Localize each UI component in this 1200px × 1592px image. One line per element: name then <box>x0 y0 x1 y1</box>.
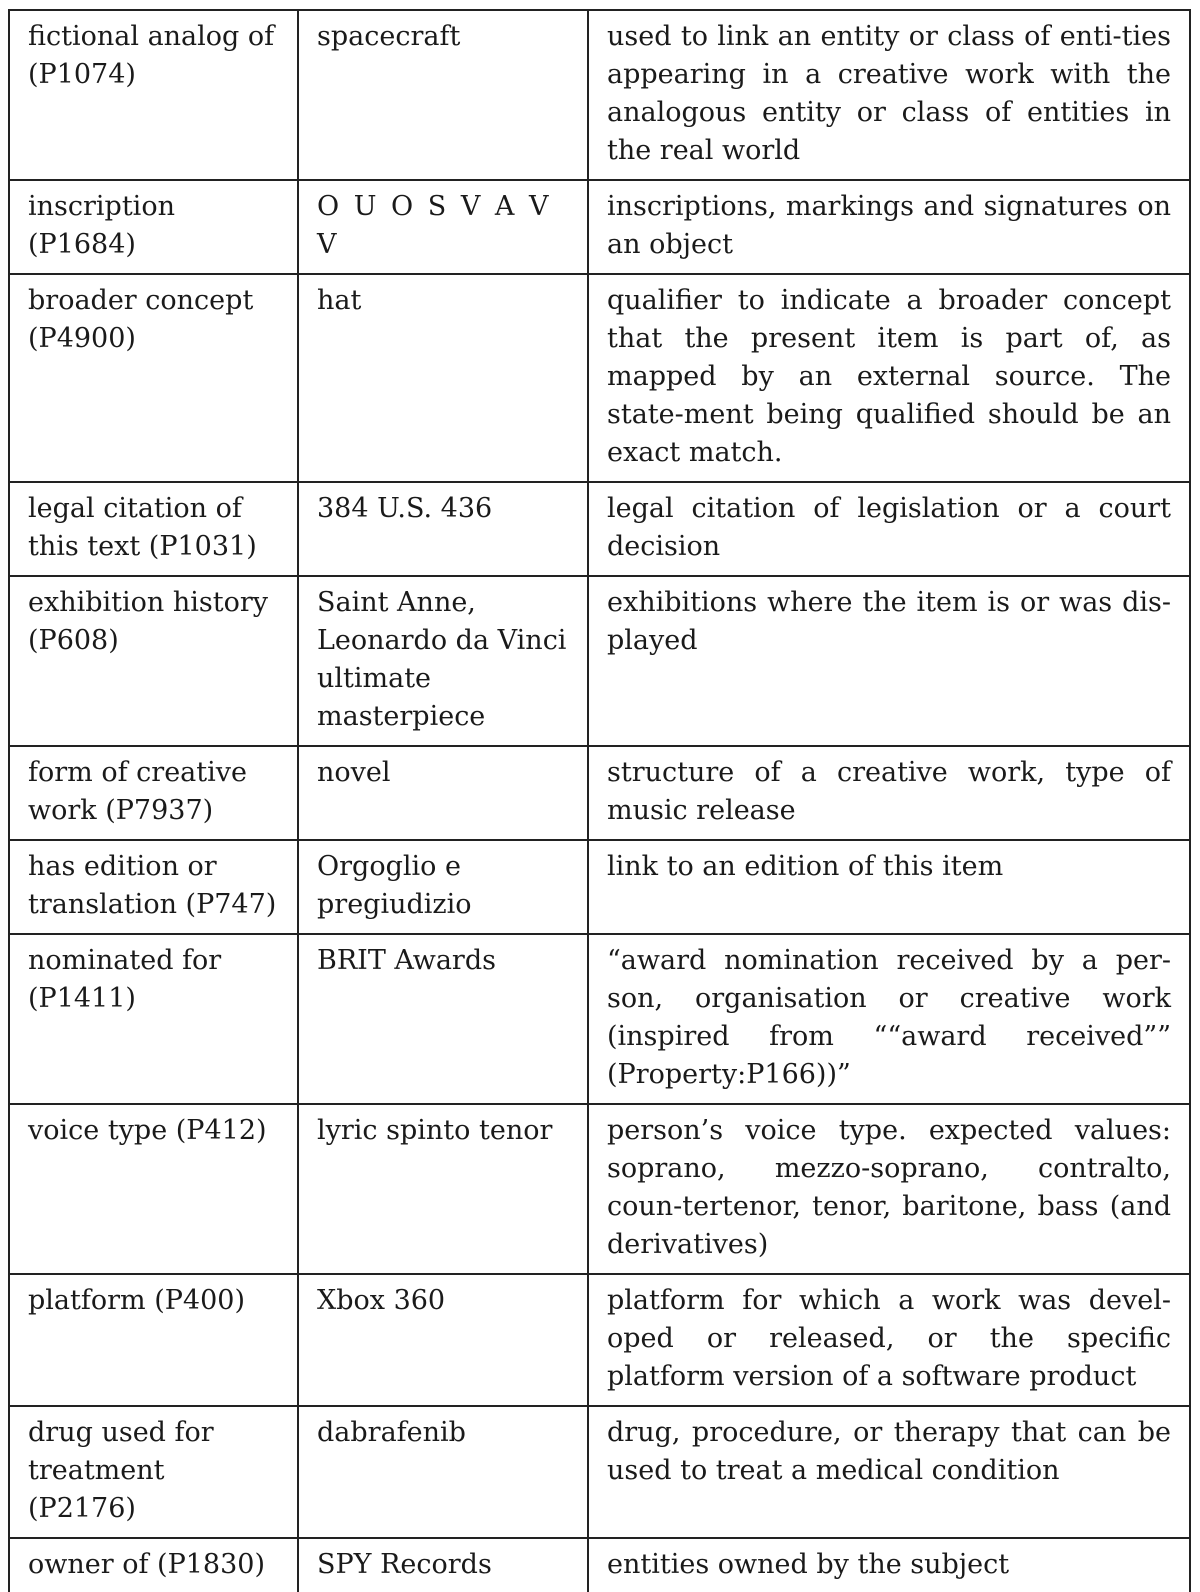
property-cell: has edition or translation (P747) <box>9 840 298 934</box>
value-cell: spacecraft <box>298 10 588 180</box>
description-cell: drug, procedure, or therapy that can be used to treat a medical condition <box>588 1406 1190 1538</box>
description-cell: used to link an entity or class of enti-ties appearing in a creative work with the analogous entity or class of entities in the real world <box>588 10 1190 180</box>
table-row <box>9 10 1190 180</box>
property-cell: inscription (P1684) <box>9 180 298 274</box>
table-row <box>9 576 1190 746</box>
value-cell: 384 U.S. 436 <box>298 482 588 576</box>
property-cell: nominated for (P1411) <box>9 934 298 1104</box>
description-cell: legal citation of legislation or a court decision <box>588 482 1190 576</box>
description-cell: platform for which a work was devel-oped or released, or the specific platform version of a software product <box>588 1274 1190 1406</box>
property-table <box>8 9 1191 1592</box>
description-cell: structure of a creative work, type of music release <box>588 746 1190 840</box>
property-table-container <box>8 9 1189 1592</box>
property-cell: exhibition history (P608) <box>9 576 298 746</box>
property-cell: broader concept (P4900) <box>9 274 298 482</box>
property-cell: drug used for treatment (P2176) <box>9 1406 298 1538</box>
value-cell: novel <box>298 746 588 840</box>
table-row <box>9 1104 1190 1274</box>
description-cell: person’s voice type. expected values: soprano, mezzo-soprano, contralto, coun-tertenor, tenor, baritone, bass (and derivatives) <box>588 1104 1190 1274</box>
description-cell: qualifier to indicate a broader concept that the present item is part of, as mapped by an external source. The state-ment being qualified should be an exact match. <box>588 274 1190 482</box>
property-cell: voice type (P412) <box>9 1104 298 1274</box>
table-row <box>9 746 1190 840</box>
property-cell: legal citation of this text (P1031) <box>9 482 298 576</box>
value-cell: O U O S V A V V <box>298 180 588 274</box>
table-row <box>9 1538 1190 1592</box>
table-row <box>9 180 1190 274</box>
table-row <box>9 1274 1190 1406</box>
description-cell: “award nomination received by a per-son, organisation or creative work (inspired from ““award received”” (Property:P166))” <box>588 934 1190 1104</box>
property-cell: form of creative work (P7937) <box>9 746 298 840</box>
value-cell: hat <box>298 274 588 482</box>
value-cell: Saint Anne, Leonardo da Vinci ultimate masterpiece <box>298 576 588 746</box>
property-cell: platform (P400) <box>9 1274 298 1406</box>
value-cell: SPY Records <box>298 1538 588 1592</box>
table-row <box>9 1406 1190 1538</box>
table-row <box>9 482 1190 576</box>
property-cell: owner of (P1830) <box>9 1538 298 1592</box>
description-cell: inscriptions, markings and signatures on an object <box>588 180 1190 274</box>
value-cell: lyric spinto tenor <box>298 1104 588 1274</box>
property-cell: fictional analog of (P1074) <box>9 10 298 180</box>
value-cell: Orgoglio e pregiudizio <box>298 840 588 934</box>
value-cell: dabrafenib <box>298 1406 588 1538</box>
description-cell: entities owned by the subject <box>588 1538 1190 1592</box>
value-cell: BRIT Awards <box>298 934 588 1104</box>
table-row <box>9 840 1190 934</box>
table-row <box>9 274 1190 482</box>
value-cell: Xbox 360 <box>298 1274 588 1406</box>
description-cell: link to an edition of this item <box>588 840 1190 934</box>
table-row <box>9 934 1190 1104</box>
description-cell: exhibitions where the item is or was dis-played <box>588 576 1190 746</box>
